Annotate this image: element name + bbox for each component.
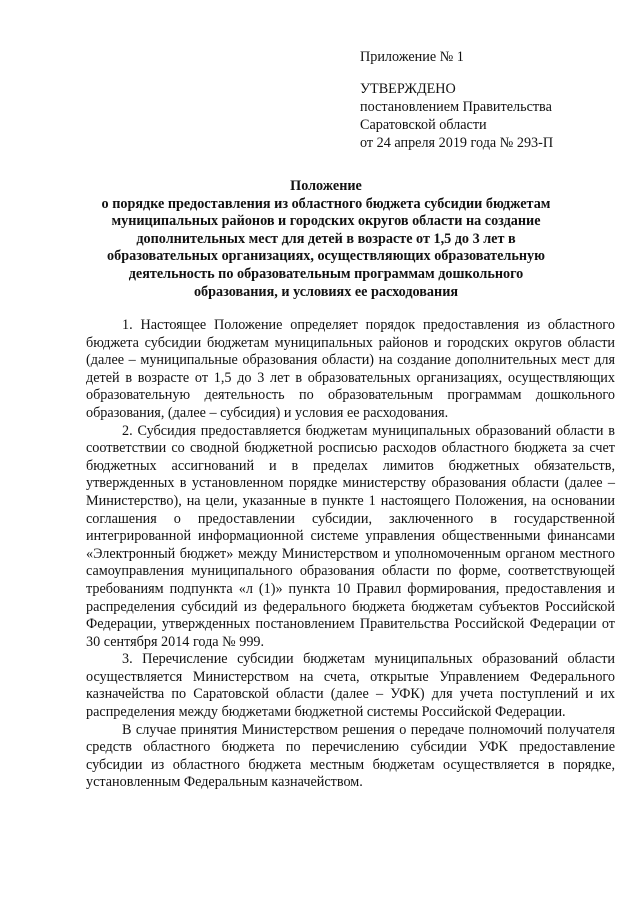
approval-line-3: от 24 апреля 2019 года № 293-П <box>360 135 554 151</box>
approval-line-1: постановлением Правительства <box>360 99 552 115</box>
approval-block <box>360 48 620 152</box>
appendix-label: Приложение № 1 <box>360 49 464 65</box>
paragraph-2: 2. Субсидия предоставляется бюджетам муниципальных образований области в соответствии со сводной бюджетной росписью расходов областного бюджета за счет бюджетных ассигнований и в пределах лимитов бюджетных обязательств, утвержденных в установленном порядке министерству образования области (далее – Министерство), на цели, указанные в пункте 1 настоящего Положения, на основании соглашения о предоставлении субсидии, заключенного в государственной интегрированной информационной системе управления общественными финансами «Электронный бюджет» между Министерством и уполномоченным органом местного самоуправления муниципального образования области по форме, соответствующей требованиям подпункта «л (1)» пункта 10 Правил формирования, предоставления и распределения субсидий из федерального бюджета бюджетам субъектов Российской Федерации, утвержденных постановлением Правительства Российской Федерации от 30 сентября 2014 года № 999. <box>86 422 615 650</box>
paragraph-1: 1. Настоящее Положение определяет порядок предоставления из областного бюджета субсидии бюджетам муниципальных районов и городских округов области (далее – муниципальные образования области) на создание дополнительных мест для детей в возрасте от 1,5 до 3 лет в образовательных организациях, осуществляющих образовательную деятельность по образовательным программам дошкольного образования, (далее – субсидия) и условия ее расходования. <box>86 317 615 421</box>
approval-line-2: Саратовской области <box>360 117 487 133</box>
approved-label: УТВЕРЖДЕНО <box>360 81 456 97</box>
paragraph-3: 3. Перечисление субсидии бюджетам муниципальных образований области осуществляется Министерством на счета, открытые Управлением Федерального казначейства по Саратовской области (далее – УФК) для учета поступлений и их распределения между бюджетами бюджетной системы Российской Федерации. <box>86 651 615 721</box>
title-heading: Положение <box>290 178 362 194</box>
paragraph-4: В случае принятия Министерством решения о передаче полномочий получателя средств областного бюджета по перечислению субсидии УФК предоставление субсидии из областного бюджета местным бюджетам осуществляется в порядке, установленным Федеральным казначейством. <box>86 721 615 791</box>
document-body <box>86 317 615 792</box>
title-subtitle: о порядке предоставления из областного бюджета субсидии бюджетам муниципальных районов и городских округов области на создание дополнительных мест для детей в возрасте от 1,5 до 3 лет в образовательных организациях, осуществляющих образовательную деятельность по образовательным программам дошкольного образования, и условиях ее расходования <box>101 195 551 300</box>
document-title <box>86 178 566 301</box>
